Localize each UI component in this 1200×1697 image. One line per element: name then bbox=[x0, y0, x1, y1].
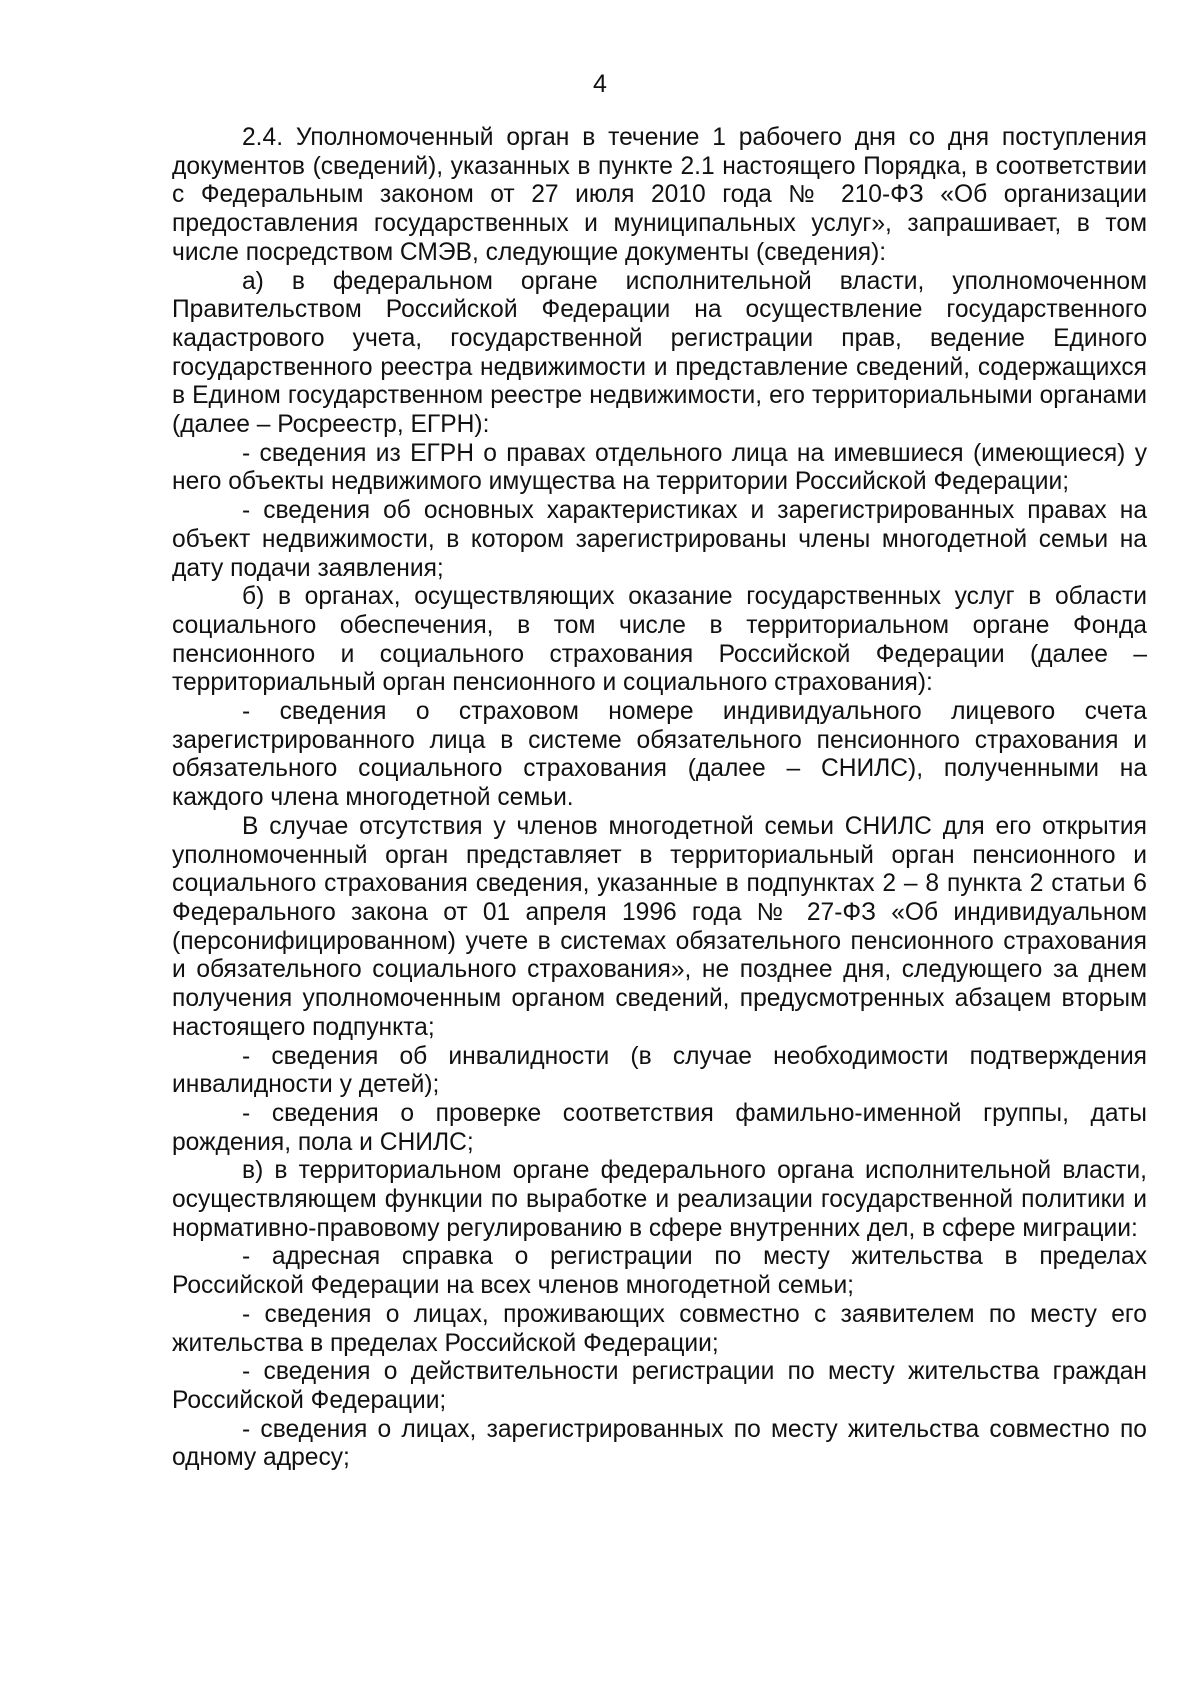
subparagraph-b: б) в органах, осуществляющих оказание государственных услуг в области социального обеспечения, в том числе в территориальном органе Фонда пенсионного и социального страхования Российской Федерации (далее – территориальный орган пенсионного и социального страхования): bbox=[172, 583, 1147, 697]
list-item: - сведения об инвалидности (в случае необходимости подтверждения инвалидности у детей); bbox=[172, 1042, 1147, 1099]
list-item: - сведения о лицах, зарегистрированных по месту жительства совместно по одному адресу; bbox=[172, 1415, 1147, 1472]
subparagraph-a: а) в федеральном органе исполнительной власти, уполномоченном Правительством Российской Федерации на осуществление государственного кадастрового учета, государственной регистрации прав, ведение Единого государственного реестра недвижимости и представление сведений, содержащихся в Едином государственном реестре недвижимости, его территориальными органами (далее – Росреестр, ЕГРН): bbox=[172, 267, 1147, 439]
page-number: 4 bbox=[593, 70, 607, 98]
list-item: - сведения о действительности регистрации по месту жительства граждан Российской Федерации; bbox=[172, 1358, 1147, 1414]
list-item: - сведения из ЕГРН о правах отдельного лица на имевшиеся (имеющиеся) у него объекты недвижимого имущества на территории Российской Федерации; bbox=[172, 439, 1147, 496]
paragraph-2-4: 2.4. Уполномоченный орган в течение 1 рабочего дня со дня поступления документов (сведений), указанных в пункте 2.1 настоящего Порядка, в соответствии с Федеральным законом от 27 июля 2010 года № 210-ФЗ «Об организации предоставления государственных и муниципальных услуг», запрашивает, в том числе посредством СМЭВ, следующие документы (сведения): bbox=[172, 124, 1147, 266]
list-item: - сведения о проверке соответствия фамильно-именной группы, даты рождения, пола и СНИЛС; bbox=[172, 1099, 1147, 1156]
list-item: - сведения о лицах, проживающих совместно с заявителем по месту его жительства в пределах Российской Федерации; bbox=[172, 1300, 1147, 1357]
paragraph-snils-absence: В случае отсутствия у членов многодетной семьи СНИЛС для его открытия уполномоченный орган представляет в территориальный орган пенсионного и социального страхования сведения, указанные в подпунктах 2 – 8 пункта 2 статьи 6 Федерального закона от 01 апреля 1996 года № 27-ФЗ «Об индивидуальном (персонифицированном) учете в системах обязательного пенсионного страхования и обязательного социального страхования», не позднее дня, следующего за днем получения уполномоченным органом сведений, предусмотренных абзацем вторым настоящего подпункта; bbox=[172, 812, 1147, 1041]
list-item: - сведения о страховом номере индивидуального лицевого счета зарегистрированного лица в системе обязательного пенсионного страхования и обязательного социального страхования (далее – СНИЛС), полученными на каждого члена многодетной семьи. bbox=[172, 698, 1147, 812]
document-body bbox=[172, 124, 1147, 1473]
subparagraph-v: в) в территориальном органе федерального органа исполнительной власти, осуществляющем функции по выработке и реализации государственной политики и нормативно-правовому регулированию в сфере внутренних дел, в сфере миграции: bbox=[172, 1157, 1147, 1242]
list-item: - адресная справка о регистрации по месту жительства в пределах Российской Федерации на всех членов многодетной семьи; bbox=[172, 1243, 1147, 1300]
list-item: - сведения об основных характеристиках и зарегистрированных правах на объект недвижимости, в котором зарегистрированы члены многодетной семьи на дату подачи заявления; bbox=[172, 497, 1147, 582]
